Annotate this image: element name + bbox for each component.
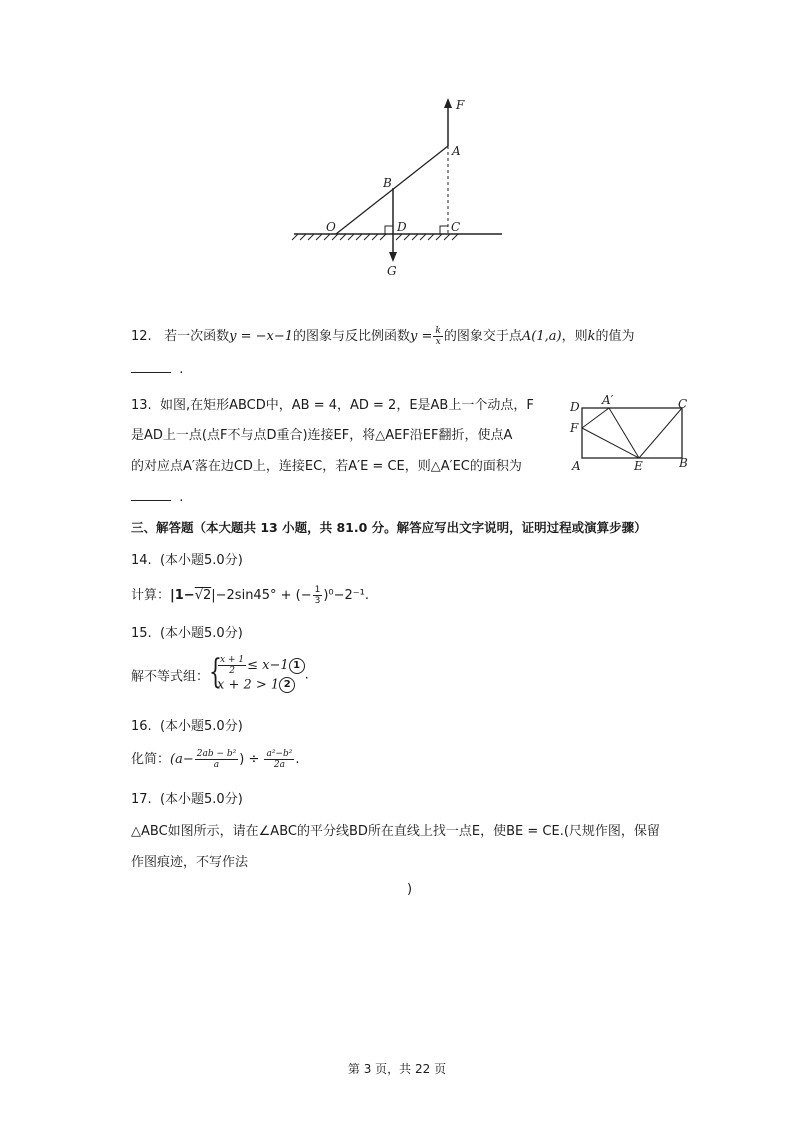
q14-label: 计算：: [131, 588, 171, 603]
label-F: F: [456, 98, 465, 112]
label-E: E: [634, 459, 643, 473]
q15-fraction: $\frac{x + 1}{2}$: [220, 655, 245, 676]
q14-fraction: $\frac{1}{3}$: [314, 585, 321, 606]
label-B: B: [679, 456, 688, 470]
q17-line3: ): [407, 882, 413, 897]
q14-header: [131, 549, 243, 568]
q15-body: [131, 652, 309, 695]
q12-number: 12.: [131, 329, 152, 344]
q16-open: (a−: [170, 752, 194, 767]
q13-line2: [131, 424, 512, 443]
q13-line1: [131, 394, 534, 413]
label-C: C: [678, 397, 688, 411]
q12-fraction: $\frac{k}{x}$: [435, 326, 441, 347]
label-F: F: [570, 421, 579, 435]
q15-number: 15.: [131, 626, 152, 641]
q13-period: .: [179, 490, 184, 505]
q12-func1: y = −x−1: [229, 329, 293, 344]
lever-OA: [336, 146, 448, 234]
q15-period: .: [304, 667, 309, 683]
q13-text-line1: 如图,在矩形ABCD中，AB = 4，AD = 2，E是AB上一个动点，F: [159, 398, 534, 413]
label-A: A: [572, 459, 581, 473]
q14-sqrt: √2: [194, 588, 212, 603]
label-C: C: [451, 220, 461, 234]
q16-header: [131, 715, 243, 734]
label-A: A: [452, 144, 461, 158]
q15-mark1: 1: [289, 658, 305, 674]
q14-score: (本小题5.0分): [159, 553, 243, 568]
q12-text-post: 的图象交于点: [443, 329, 522, 344]
q16-score: (本小题5.0分): [159, 719, 243, 734]
right-angle-C: [440, 226, 448, 234]
q12-text-post2: ，则: [561, 329, 588, 344]
q14-body: [131, 584, 369, 606]
q15-ineq1: ≤ x−1: [247, 658, 289, 673]
segment-EC: [639, 408, 682, 458]
label-D: D: [570, 400, 580, 414]
q16-number: 16.: [131, 719, 152, 734]
q13-line3: [131, 455, 522, 474]
right-angle-D: [385, 226, 393, 234]
q13-text-line2: 是AD上一点(点F不与点D重合)连接EF，将△AEF沿EF翻折，使点A: [131, 428, 513, 443]
q12-blank[interactable]: [131, 360, 171, 373]
q14-number: 14.: [131, 553, 152, 568]
q17-header: [131, 788, 243, 807]
q12-point: A(1,a): [521, 329, 562, 344]
rectangle-ABCD: [582, 408, 682, 458]
q13-blank[interactable]: [131, 488, 171, 501]
label-B: B: [383, 176, 392, 190]
q12-text-mid: 的图象与反比例函数: [293, 329, 411, 344]
q12-text-end: 的值为: [595, 329, 635, 344]
q15-mark2: 2: [279, 677, 295, 693]
q16-period: .: [295, 752, 300, 767]
ground-hatching: [292, 234, 458, 240]
q13-text-line3: 的对应点A′落在边CD上，连接EC，若A′E = CE，则△A′EC的面积为: [131, 459, 522, 474]
q15-header: [131, 622, 243, 641]
label-G: G: [387, 264, 397, 278]
q16-fraction1: $\frac{\text{2ab − b²}}{a}$: [196, 749, 237, 770]
q14-expr-a: |1−: [170, 588, 195, 603]
q12-func2-y: y =: [410, 329, 433, 344]
q16-close-div: ) ÷: [239, 752, 260, 767]
label-O: O: [326, 220, 336, 234]
q15-system: { $\frac{x + 1}{2}$ ≤ x−1 1 x + 2 > 1 2: [209, 655, 305, 695]
q12-answer-line: [131, 360, 183, 377]
q13-number: 13.: [131, 398, 152, 413]
lever-figure: [280, 90, 520, 285]
q12-line: [131, 325, 634, 347]
q16-label: 化简：: [131, 752, 171, 767]
q16-body: [131, 748, 300, 770]
q12-text-pre: 若一次函数: [164, 329, 230, 344]
q14-expr-c: )⁰−2⁻¹.: [323, 588, 369, 603]
rectangle-figure: [566, 392, 696, 476]
q14-expr-b: |−2sin45° + (−: [211, 588, 312, 603]
label-A-prime: A′: [602, 393, 614, 407]
label-D: D: [397, 220, 407, 234]
q12-k: k: [587, 329, 596, 344]
q12-period: .: [179, 362, 184, 377]
section3-heading: 三、解答题（本大题共 13 小题，共 81.0 分。解答应写出文字说明，证明过程或演算步骤）: [131, 520, 647, 535]
q15-label: 解不等式组：: [131, 669, 210, 685]
q15-score: (本小题5.0分): [159, 626, 243, 641]
segment-FA-prime: [582, 408, 609, 428]
q17-number: 17.: [131, 792, 152, 807]
q17-line1: △ABC如图所示，请在∠ABC的平分线BD所在直线上找一点E，使BE = CE.(尺规作图，保留: [131, 824, 660, 839]
q17-line2: 作图痕迹，不写作法: [131, 855, 249, 870]
q17-score: (本小题5.0分): [159, 792, 243, 807]
q13-answer-line: [131, 488, 183, 505]
q15-ineq2: x + 2 > 1: [217, 677, 280, 693]
q16-fraction2: $\frac{\text{a²−b²}}{2a}$: [266, 749, 293, 770]
page-footer: 第 3 页，共 22 页: [347, 1062, 447, 1076]
